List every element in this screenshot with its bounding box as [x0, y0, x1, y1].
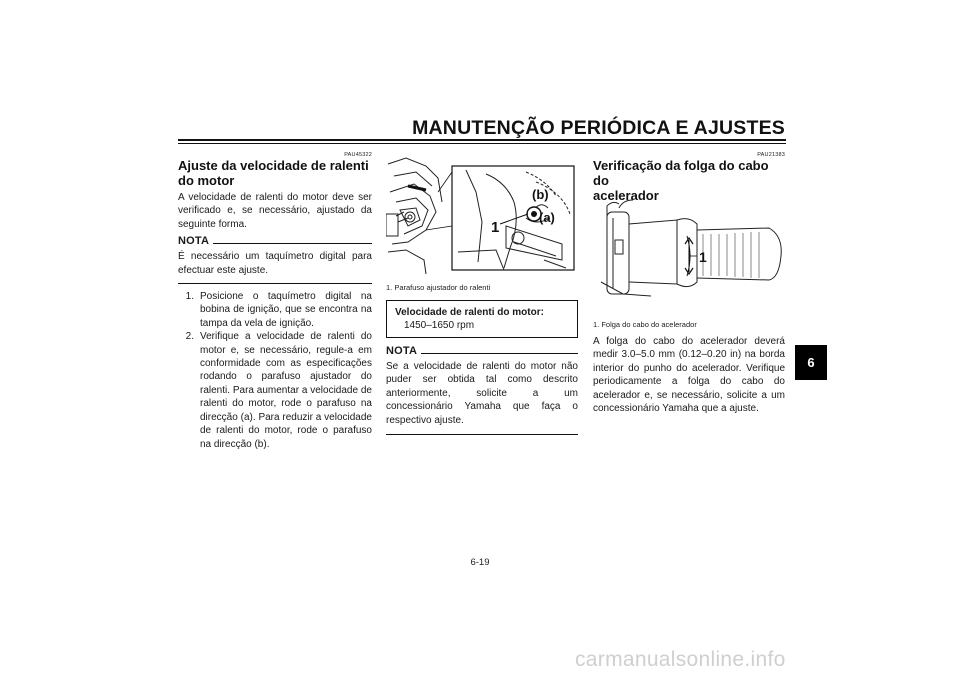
steps-list [178, 290, 372, 451]
column-idle-speed [178, 152, 372, 451]
nota-end-rule [178, 283, 372, 284]
heading-line-2: do motor [178, 173, 235, 188]
nota-rule [213, 243, 372, 244]
header-rule [178, 139, 786, 141]
step-text: Posicione o taquímetro digital na bobina de ignição, que se encontra na tampa da vela de ignição. [200, 291, 372, 329]
figure-idle-screw [386, 152, 578, 277]
spec-label: Velocidade de ralenti do motor: [395, 307, 544, 318]
nota-end-rule [386, 434, 578, 435]
page-number: 6-19 [470, 557, 490, 568]
section-heading-idle-speed [178, 158, 372, 188]
step-number: 2. [185, 331, 194, 343]
spec-box-idle-speed [386, 300, 578, 338]
nota-header [386, 345, 578, 357]
section-heading-throttle [593, 158, 785, 203]
page-title: MANUTENÇÃO PERIÓDICA E AJUSTES [412, 117, 785, 139]
section-code: PAU21383 [757, 152, 785, 158]
header-rule-thin [178, 143, 786, 144]
nota-text: É necessário um taquímetro digital para efectuar este ajuste. [178, 251, 372, 276]
throttle-grip-illustration [593, 198, 785, 308]
nota-block-2 [386, 345, 578, 435]
chapter-tab: 6 [795, 345, 827, 380]
figure-caption-idle: 1. Parafuso ajustador do ralenti [386, 283, 491, 292]
nota-label: NOTA [386, 345, 418, 357]
step-number: 1. [185, 291, 194, 303]
heading-line-1: Verificação da folga do cabo do [593, 158, 769, 188]
callout-a: (a) [539, 210, 555, 225]
idle-screw-illustration [386, 152, 578, 277]
nota-rule [421, 353, 578, 354]
step-text: Verifique a velocidade de ralenti do motor e, se necessário, regule-a em conformidade com as especificações rodando o parafuso ajustador do ralenti. Para aumentar a velocidade de ralenti do motor, rode o parafuso na direcção (a). Para reduzir a velocidade de ralenti do motor, rode o parafuso na direcção (b). [200, 331, 372, 450]
list-item [178, 330, 372, 451]
figure-caption-throttle: 1. Folga do cabo do acelerador [593, 320, 697, 329]
callout-b: (b) [532, 187, 549, 202]
throttle-paragraph: A folga do cabo do acelerador deverá medir 3.0–5.0 mm (0.12–0.20 in) na borda interior do punho do acelerador. Verifique periodicamente a folga do cabo do acelerador e, se necessário, solicite a um concessionário Yamaha que a ajuste. [593, 336, 785, 415]
spec-value: 1450–1650 rpm [404, 320, 475, 331]
figure-throttle-grip [593, 198, 785, 308]
nota-label: NOTA [178, 235, 210, 248]
column-throttle-cable [593, 152, 785, 203]
list-item [178, 290, 372, 330]
callout-1: 1 [699, 249, 707, 265]
watermark: carmanualsonline.info [575, 648, 786, 671]
heading-line-2: acelerador [593, 188, 659, 203]
heading-line-1: Ajuste da velocidade de ralenti [178, 158, 369, 173]
section-code: PAU45322 [344, 152, 372, 158]
nota-text: Se a velocidade de ralenti do motor não puder ser obtida tal como descrito anteriormente, solicite a um concessionário Yamaha que faça o respectivo ajuste. [386, 361, 578, 426]
callout-1: 1 [491, 219, 500, 236]
nota-header [178, 235, 372, 247]
intro-paragraph: A velocidade de ralenti do motor deve ser verificado e, se necessário, ajustado da seguinte forma. [178, 192, 372, 230]
